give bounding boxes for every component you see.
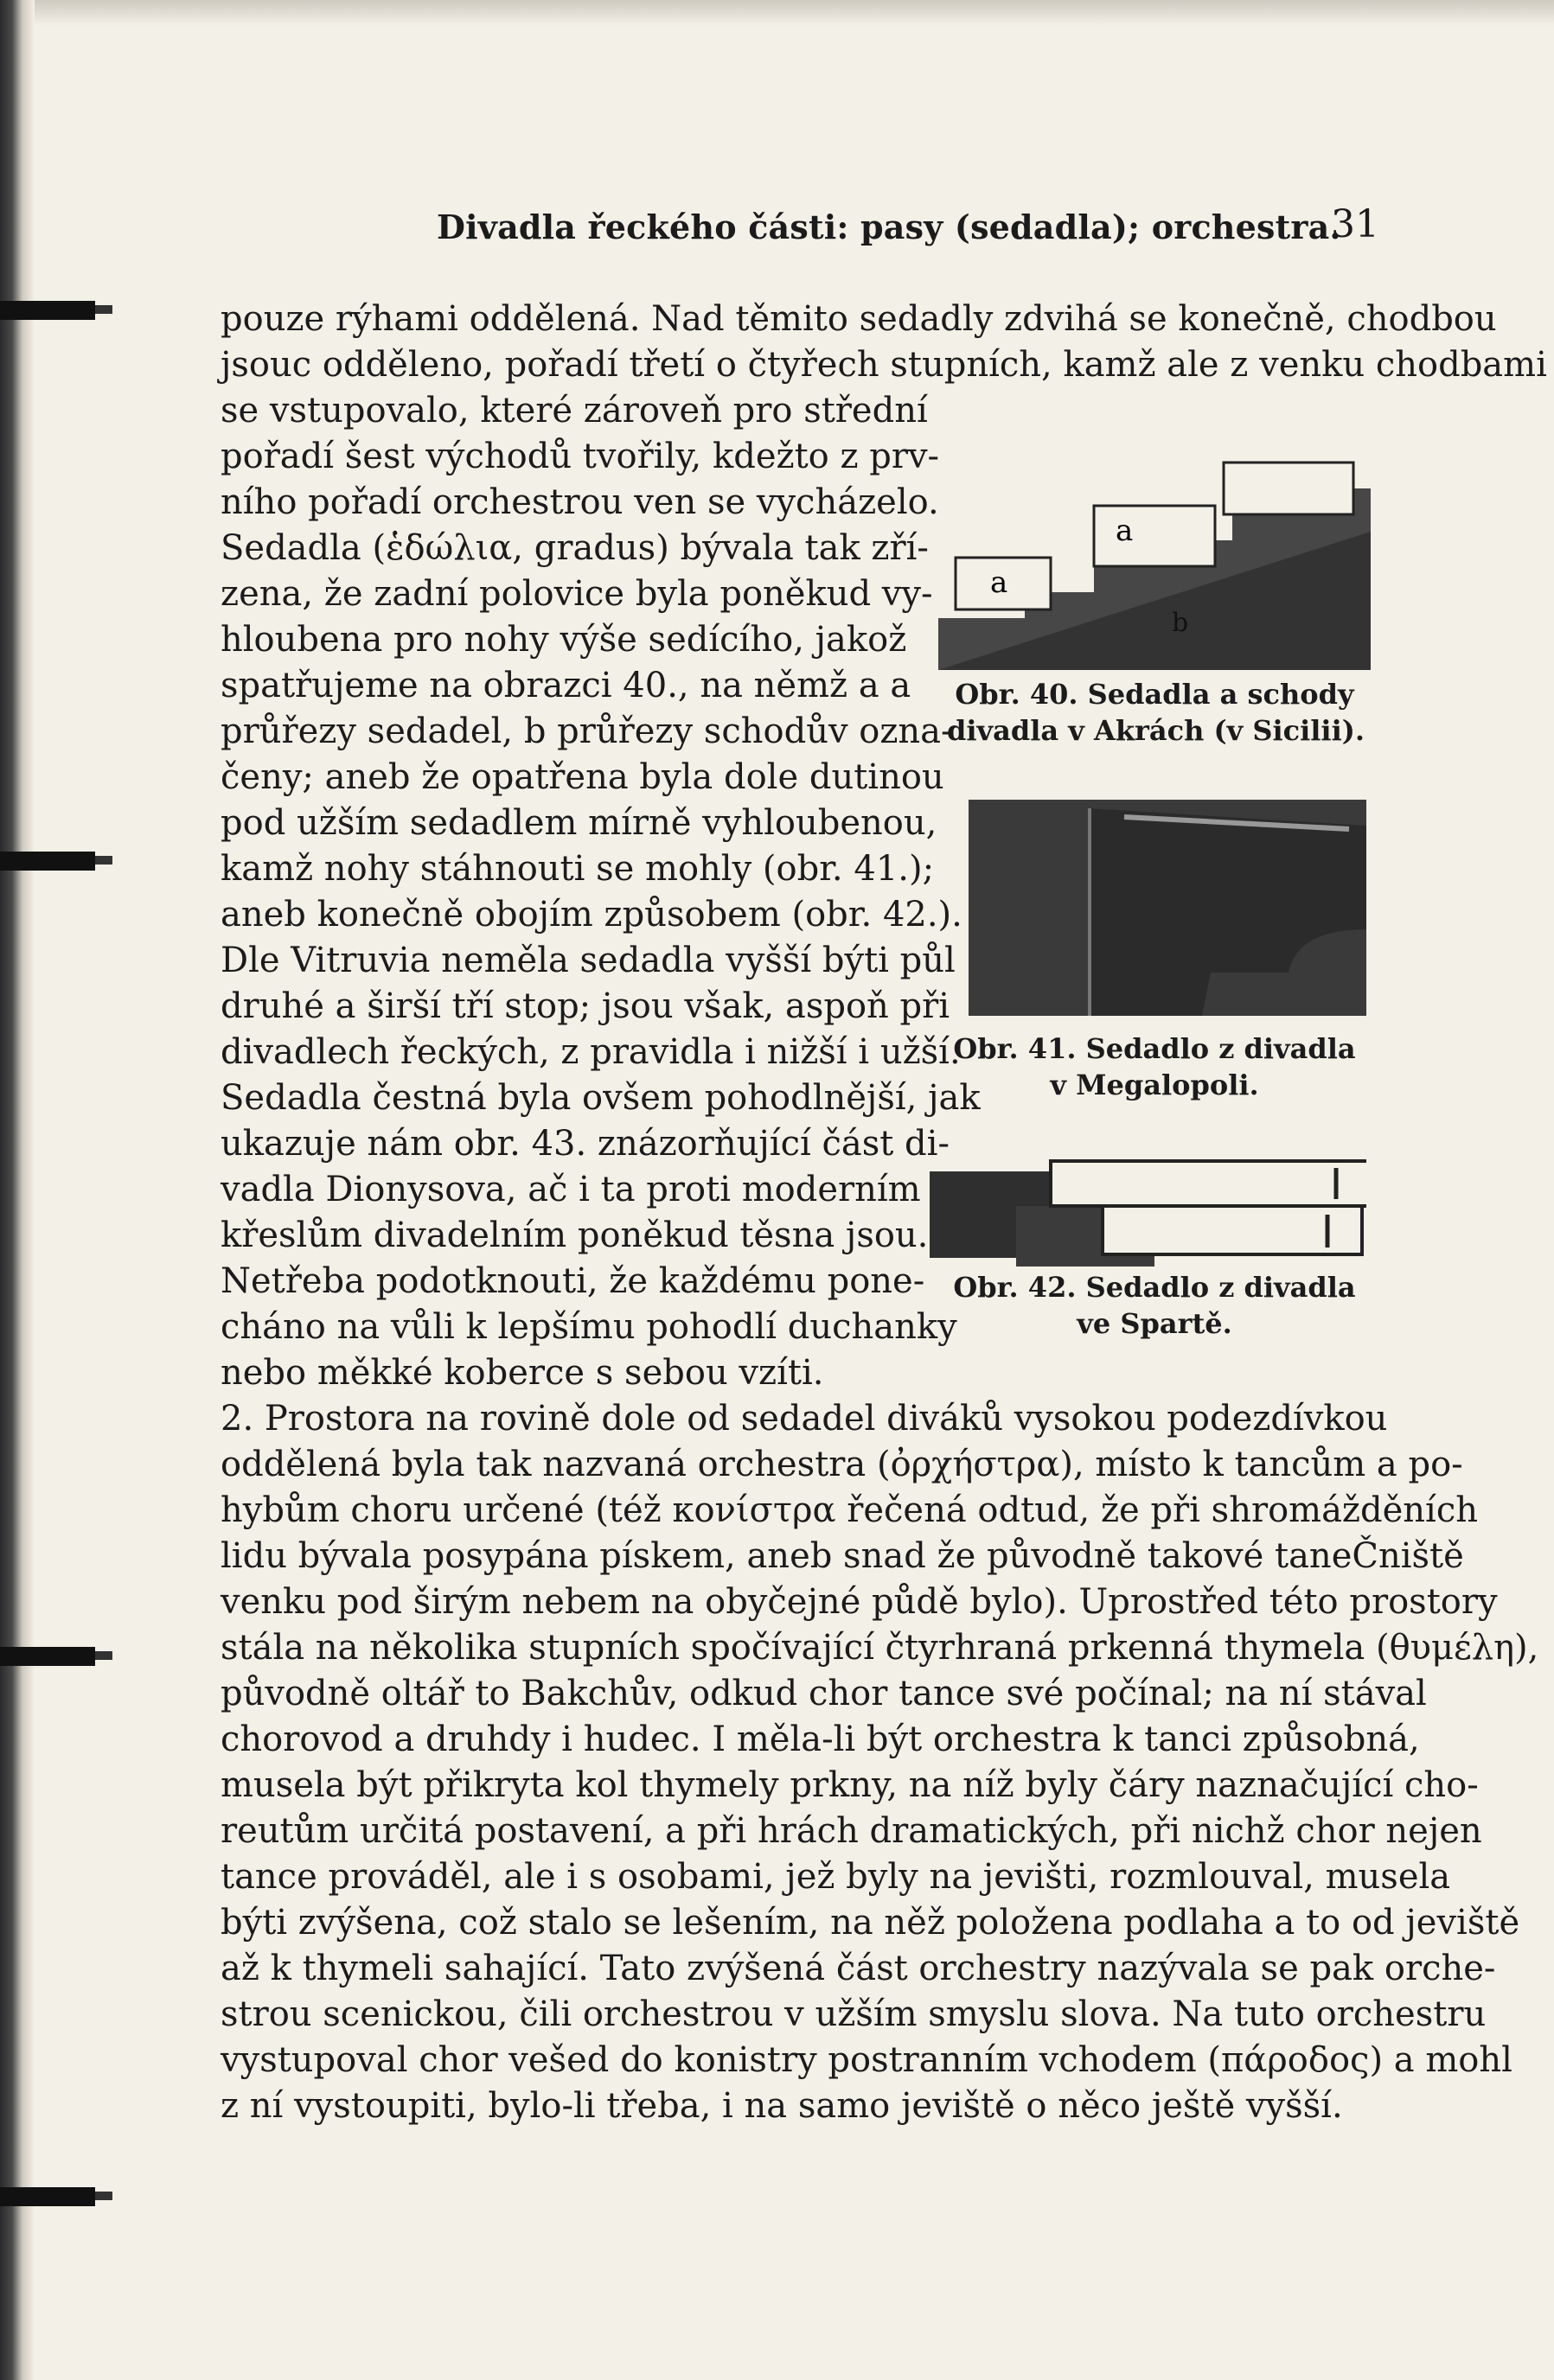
text-line: spatřujeme na obrazci 40., na němž a a — [221, 666, 911, 705]
fig40-label-b: b — [1172, 608, 1189, 638]
text-line: tance prováděl, ale i s osobami, jež byly na jevišti, rozmlouval, musela — [221, 1857, 1451, 1897]
text-line: jsouc odděleno, pořadí třetí o čtyřech stupních, kamž ale z venku chodbami — [221, 345, 1547, 385]
text-line: druhé a širší tří stop; jsou však, aspoň při — [221, 986, 950, 1026]
fig40-caption: Obr. 40. Sedadla a schody divadla v Akrách (v Sicilii). — [947, 678, 1365, 747]
fig40-label-a: a — [990, 565, 1008, 600]
binding-thread — [0, 301, 95, 320]
text-line: Sedadla (ἑδώλια, gradus) bývala tak zří- — [221, 528, 929, 568]
text-line: nebo měkké koberce s sebou vzíti. — [221, 1353, 824, 1393]
text-line: pořadí šest východů tvořily, kdežto z prv- — [221, 437, 940, 476]
text-line: reutům určitá postavení, a při hrách dramatických, při nichž chor nejen — [221, 1811, 1482, 1851]
text-line: hloubena pro nohy výše sedícího, jakož — [221, 620, 907, 660]
text-line: ního pořadí orchestrou ven se vycházelo. — [221, 482, 939, 522]
text-line: stála na několika stupních spočívající čtyrhraná prkenná thymela (θυμέλη), — [221, 1628, 1539, 1668]
text-line: původně oltář to Bakchův, odkud chor tance své počínal; na ní stával — [221, 1674, 1427, 1713]
text-line: cháno na vůli k lepšímu pohodlí duchanky — [221, 1307, 957, 1347]
text-line: lidu bývala posypána pískem, aneb snad že původně takové taneČniště — [221, 1536, 1464, 1576]
figure-41-seat — [969, 800, 1366, 1016]
text-line: křeslům divadelním poněkud těsna jsou. — [221, 1216, 929, 1255]
page-number: 31 — [1331, 202, 1379, 246]
text-line: Dle Vitruvia neměla sedadla vyšší býti půl — [221, 941, 956, 980]
text-line: až k thymeli sahající. Tato zvýšená část orchestry nazývala se pak orche- — [221, 1949, 1496, 1988]
fig40-label-a: a — [1116, 514, 1134, 548]
text-line: čeny; aneb že opatřena byla dole dutinou — [221, 757, 944, 797]
book-binding-edge — [0, 0, 35, 2380]
text-line: pod užším sedadlem mírně vyhloubenou, — [221, 803, 937, 843]
text-line: Netřeba podotknouti, že každému pone- — [221, 1261, 925, 1301]
running-header — [437, 201, 1379, 252]
text-line: Sedadla čestná byla ovšem pohodlnější, jak — [221, 1078, 981, 1118]
text-line: musela být přikryta kol thymely prkny, na níž byly čáry naznačující cho- — [221, 1765, 1479, 1805]
binding-thread — [0, 1647, 95, 1666]
text-line: aneb konečně obojím způsobem (obr. 42.). — [221, 895, 962, 935]
text-line: kamž nohy stáhnouti se mohly (obr. 41.); — [221, 849, 935, 889]
text-line: venku pod širým nebem na obyčejné půdě bylo). Uprostřed této prostory — [221, 1582, 1498, 1622]
text-line: divadlech řeckých, z pravidla i nižší i užší. — [221, 1032, 961, 1072]
text-line: hybům choru určené (též κονίστρα řečená odtud, že při shromážděních — [221, 1490, 1479, 1530]
text-line: průřezy sedadel, b průřezy schodův ozna- — [221, 711, 953, 751]
text-line: pouze rýhami oddělená. Nad těmito sedadly zdvihá se konečně, chodbou — [221, 299, 1497, 339]
text-line: ukazuje nám obr. 43. znázorňující část di- — [221, 1124, 950, 1164]
text-line: vystupoval chor vešed do konistry postranním vchodem (πάροδος) a mohl — [221, 2040, 1512, 2080]
text-line: z ní vystoupiti, bylo-li třeba, i na samo jeviště o něco ještě vyšší. — [221, 2086, 1343, 2126]
text-line: se vstupovalo, které zároveň pro střední — [221, 391, 928, 431]
text-line: 2. Prostora na rovině dole od sedadel diváků vysokou podezdívkou — [221, 1399, 1388, 1439]
text-line: oddělená byla tak nazvaná orchestra (ὀρχήστρα), místo k tancům a po- — [221, 1445, 1463, 1484]
fig41-caption: Obr. 41. Sedadlo z divadla v Megalopoli. — [953, 1032, 1356, 1101]
fig42-caption: Obr. 42. Sedadlo z divadla ve Spartě. — [953, 1271, 1356, 1340]
text-line: chorovod a druhdy i hudec. I měla-li být orchestra k tanci způsobná, — [221, 1720, 1420, 1759]
text-line: býti zvýšena, což stalo se lešením, na něž položena podlaha a to od jeviště — [221, 1903, 1520, 1943]
text-line: zena, že zadní polovice byla poněkud vy- — [221, 574, 933, 614]
text-line: vadla Dionysova, ač i ta proti moderním — [221, 1170, 921, 1209]
page-top-edge — [0, 0, 1554, 26]
running-title: Divadla řeckého části: pasy (sedadla); orchestra. — [437, 207, 1341, 246]
binding-thread — [0, 852, 95, 871]
figure-42-seat — [930, 1154, 1366, 1267]
figure-40-stairs — [938, 454, 1371, 670]
binding-thread — [0, 2187, 95, 2206]
text-line: strou scenickou, čili orchestrou v užším smyslu slova. Na tuto orchestru — [221, 1994, 1487, 2034]
